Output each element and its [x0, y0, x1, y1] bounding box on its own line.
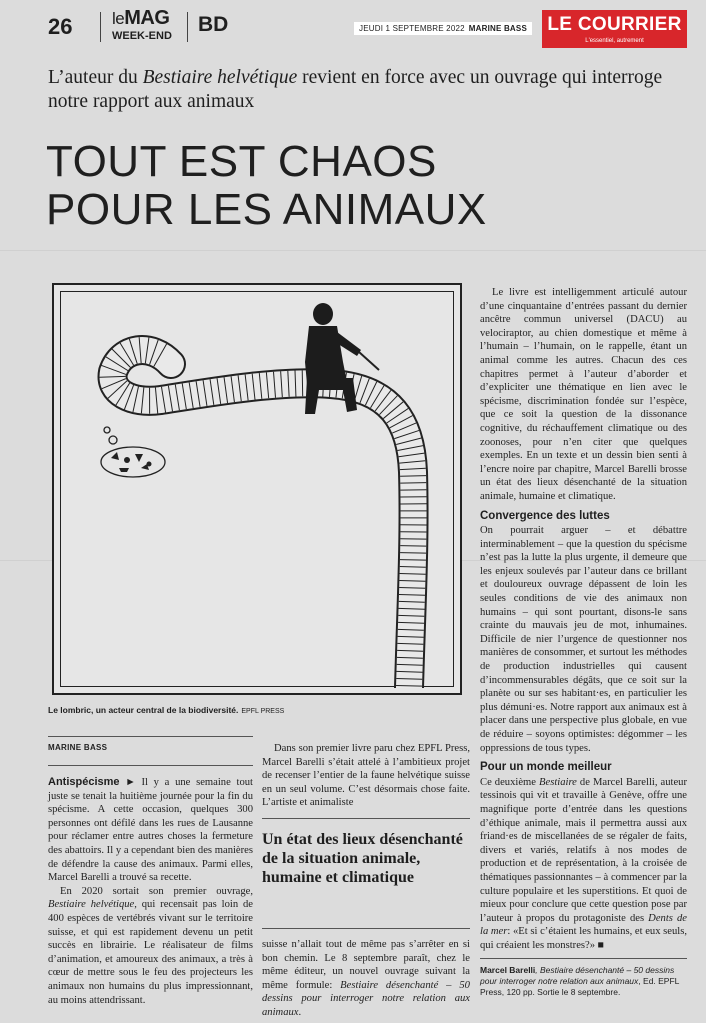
book-info: [480, 965, 687, 998]
header-divider: [187, 12, 188, 42]
paragraph-text: , qui recensait pas loin de 400 espèces de vertébrés vivant sur le territoire suisse, et qui est rapidement devenu un petit succès en librairie. Le réalisateur de films d’animation, et amoureux des animaux, a très à cœur de mettre sous le feu des projecteurs les animaux non humains du plus impressionnant, au moins attendrissant.: [48, 899, 254, 1006]
paragraph-text: En 2020 sortait son premier ouvrage,: [60, 885, 253, 897]
illustration: [52, 283, 462, 695]
book-title: , Bestiaire désenchanté – 50 dessins pour interroger notre relation aux animaux: [480, 965, 675, 986]
pullquote-rule: [262, 928, 470, 929]
paragraph: Le livre est intelligemment articulé autour d’une cinquantaine d’entrées passant du dernier ancêtre commun universel (DACU) au velociraptor, au chien domestique et même à l’humain – l’humain, on le rappelle, étant un animal comme les autres. Chacun des ces chapitres permet à l’auteur d’aborder et d’expliciter une thématique en lien avec le spécisme, discrimination fondée sur l’espèce, que ce soit la question de la dissonance cognitive, du réchauffement climatique ou des zoonoses, pour n’en citer que quelques exemples. En un texte et un dessin bien senti à l’encre noire par chapitre, Marcel Barelli brosse un état des lieux désenchanté de la situation animale, humaine et climatique.: [480, 287, 687, 502]
paragraph: [48, 885, 253, 1007]
caption-credit: EPFL PRESS: [241, 708, 285, 715]
paragraph: On pourrait arguer – et débattre interminablement – que la question du spécisme n’est pas la lutte la plus urgente, il demeure que les enjeux soulevés par l’auteur dans ce brillant et douloureux ouvrage dépassent de loin les seules conditions de vie des animaux non humains – qui sont pourtant, disons-le sans crainte du mauvais jeu de mot, inhumaines. Difficile de nier l’urgence de questionner nos manières de consommer, et surtout les méthodes de production industrielles qui causent d’incommensurables dégâts, que ce soit sur la planète ou sur ses habitant·es, en particulier les plus démuni·es. Notre rapport aux animaux est à placer dans une perspective plus globale, en vue de réduire – soyons optimistes: dégommer – les oppressions de tous types.: [480, 525, 687, 754]
issue-date: JEUDI 1 SEPTEMBRE 2022: [359, 24, 465, 33]
kicker-text: L’auteur du: [48, 67, 143, 88]
book-details: , Ed. EPFL Press, 120 pp. Sortie le 8 septembre.: [480, 976, 680, 997]
header-author: MARINE BASS: [468, 24, 527, 33]
mag-logo-name: MAG: [124, 7, 170, 29]
section-label: BD: [198, 13, 229, 36]
kicker: [48, 66, 688, 114]
paragraph-text: de Marcel Barelli, auteur tessinois qui vit et travaille à Genève, offre une magnifique porte d’entrée dans les questions d’éthique animale, mais il permettra aussi aux friand·es de miscellanées de se régaler de faits, divers et variés, relatifs à nos modes de production et de représentation, à la croisée de thématiques passionnantes – à commencer par la culture populaire et les superstitions. Et quoi de mieux pour conclure que cette question pose par l’auteur à propos du protagoniste des: [480, 776, 687, 924]
paragraph-text: : «Et si c’étaient les humains, et eux seuls, qui créaient les monstres?» ■: [480, 926, 687, 951]
paragraph: Dans son premier livre paru chez EPFL Press, Marcel Barelli s’était attelé à l’ambitieux projet de recenser l’entier de la faune helvétique suisse en un seul volume. C’est désormais chose faite. L’artiste et animaliste: [262, 743, 470, 809]
lead-keyword: Antispécisme: [48, 776, 120, 788]
article-column-2-continued: [262, 938, 470, 1020]
caption-text: Le lombric, un acteur central de la biodiversité.: [48, 705, 239, 715]
page-number: 26: [48, 14, 73, 39]
headline-line: TOUT EST CHAOS: [46, 137, 437, 186]
lead-arrow-icon: ►: [125, 777, 136, 788]
paragraph: [48, 776, 253, 885]
illustration-panel: [60, 291, 454, 687]
pullquote-rule: [262, 818, 470, 819]
article-column-1: [48, 776, 253, 1007]
pull-quote: Un état des lieux désenchanté de la situation animale, humaine et climatique: [262, 831, 463, 886]
headline: [46, 138, 686, 234]
paragraph-text: Ce deuxième: [480, 776, 540, 788]
dateline: [354, 22, 532, 35]
headline-line: POUR LES ANIMAUX: [46, 185, 487, 234]
thought-bubble: [101, 427, 165, 477]
kicker-book-title: Bestiaire helvétique: [142, 67, 298, 88]
paragraph-text: Il y a une semaine tout juste se tenait la huitième journée pour la fin du spécisme. A cette occasion, quelques 300 personnes ont défilé dans les rues de Lausanne pour réclamer entre autres choses la fermeture des abattoirs. Il y a cependant bien des manières de défendre la cause des animaux. Parmi elles, Marcel Barelli a trouvé sa recette.: [48, 777, 253, 884]
illustration-caption: [48, 705, 284, 715]
article-column-2: [262, 742, 470, 810]
column-rule: [48, 736, 253, 737]
earthworm-drawing: [61, 292, 455, 688]
book-title: Bestiaire: [539, 776, 577, 788]
newspaper-logo-name: LE COURRIER: [547, 14, 682, 35]
thought-bubble-contents: [111, 452, 152, 472]
newspaper-logo: [542, 10, 687, 48]
column-rule: [48, 765, 253, 766]
kicker-text: revient en force avec un ouvrage qui interroge notre rapport aux animaux: [48, 67, 663, 112]
mag-logo-le: le: [112, 9, 125, 28]
byline: MARINE BASS: [48, 743, 108, 752]
paragraph-text: suisse n’allait tout de même pas s’arrêter en si bon chemin. Le 8 septembre paraît, chez le même éditeur, un nouvel ouvrage suivant la même formule:: [262, 939, 470, 991]
newspaper-logo-tagline: L'essentiel, autrement: [585, 38, 644, 44]
scan-fold: [0, 250, 706, 251]
book-title: Bestiaire helvétique: [48, 899, 135, 911]
book-info-rule: [480, 958, 687, 959]
paragraph: [262, 938, 470, 1020]
book-title: Bestiaire désenchanté – 50 dessins pour interroger notre relation aux animaux: [262, 979, 470, 1018]
subheading: Convergence des luttes: [480, 509, 610, 522]
paragraph-text: .: [298, 1006, 302, 1018]
article-column-3: [480, 286, 687, 953]
mag-logo: [112, 8, 169, 29]
paragraph: [480, 776, 687, 953]
header-divider: [100, 12, 101, 42]
film-title: Dents de la mer: [480, 912, 687, 938]
mag-logo-sub: WEEK-END: [112, 30, 172, 42]
subheading: Pour un monde meilleur: [480, 761, 612, 774]
book-author: Marcel Barelli: [480, 965, 536, 975]
